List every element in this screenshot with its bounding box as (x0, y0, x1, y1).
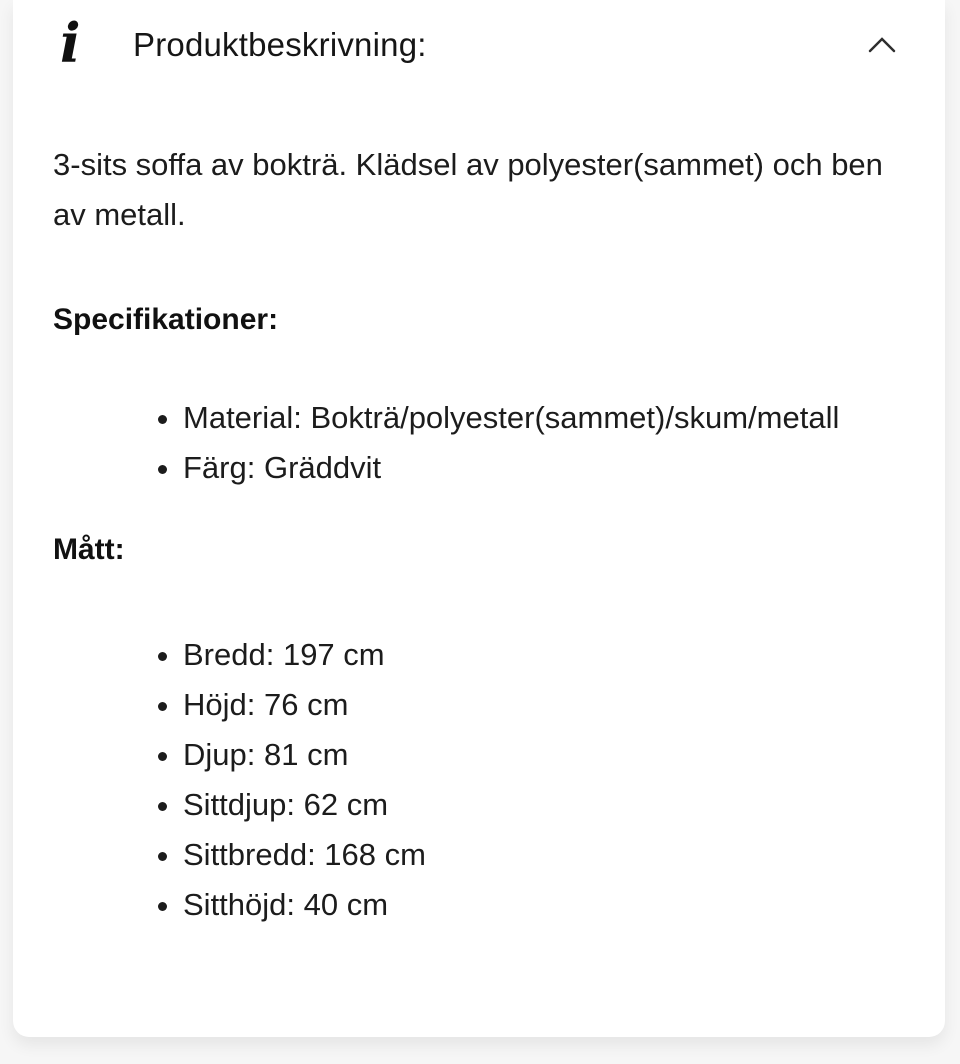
info-icon: i (60, 10, 81, 75)
product-description-title: Produktbeskrivning: (133, 25, 427, 63)
chevron-up-icon[interactable] (867, 34, 897, 56)
list-item: • Höjd: 76 cm (183, 680, 905, 730)
product-description-card (13, 0, 945, 1037)
list-item: • Sittbredd: 168 cm (183, 830, 905, 880)
specifications-list (53, 393, 905, 493)
list-item: • Bredd: 197 cm (183, 630, 905, 680)
list-item: • Färg: Gräddvit (183, 443, 905, 493)
dimensions-heading: Mått: (53, 533, 125, 566)
product-description-content (13, 140, 945, 930)
list-item: • Sittdjup: 62 cm (183, 780, 905, 830)
specifications-heading: Specifikationer: (53, 303, 279, 336)
chevron-up-glyph (867, 34, 897, 56)
list-item: • Material: Bokträ/polyester(sammet)/skum/metall (183, 393, 905, 443)
list-item: • Sitthöjd: 40 cm (183, 880, 905, 930)
list-item: • Djup: 81 cm (183, 730, 905, 780)
product-intro-text: 3-sits soffa av bokträ. Klädsel av polyester(sammet) och ben av metall. (53, 147, 883, 232)
dimensions-list (53, 630, 905, 930)
product-description-accordion-header[interactable] (13, 0, 945, 95)
